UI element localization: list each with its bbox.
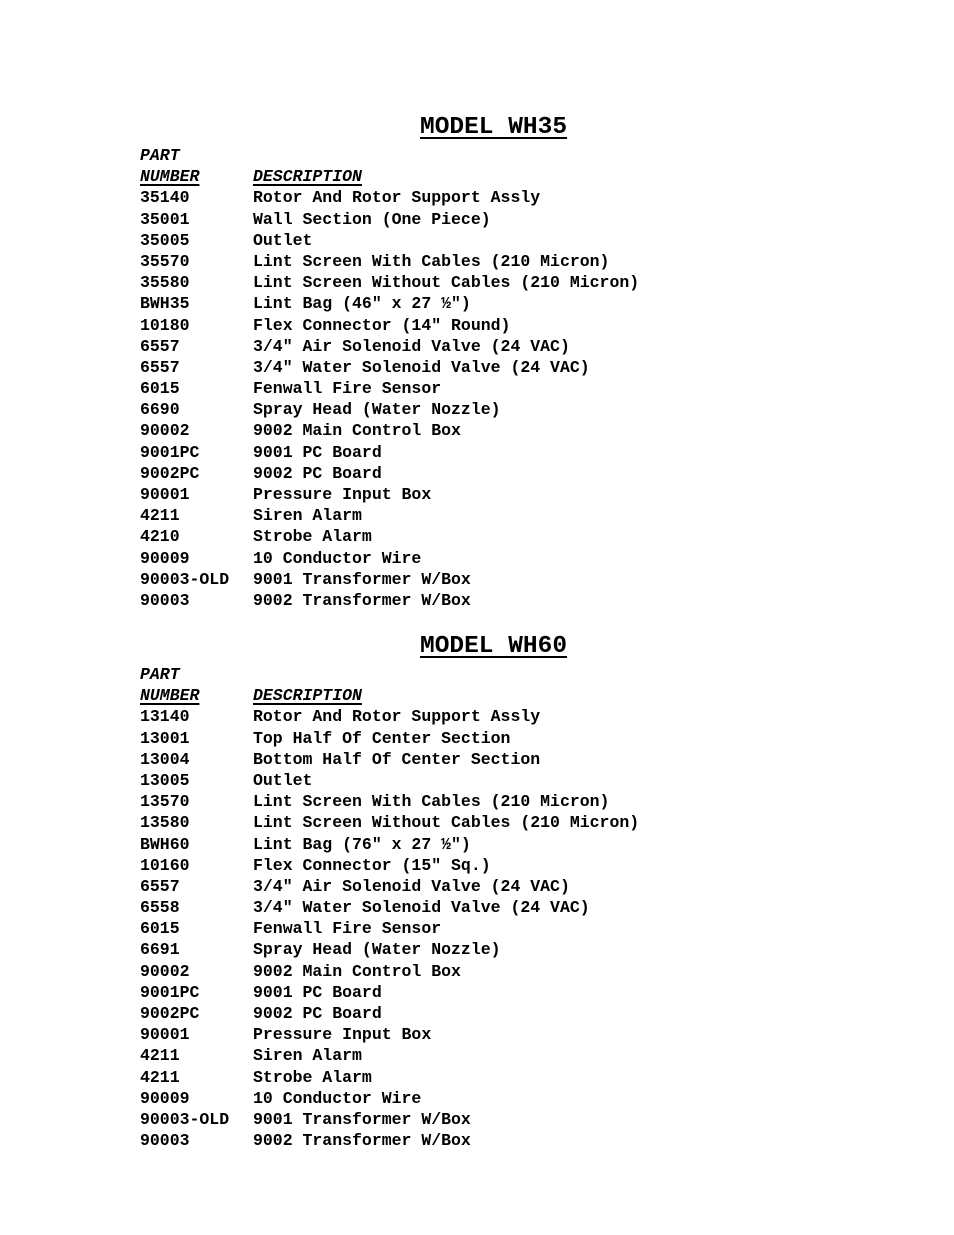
description-cell: Rotor And Rotor Support Assly: [253, 188, 541, 208]
description-cell: Siren Alarm: [253, 1046, 362, 1066]
part-number-cell: 90002: [140, 961, 190, 981]
description-header: DESCRIPTION: [253, 167, 362, 187]
part-number-cell: 35570: [140, 251, 190, 271]
part-header-line1: PART: [140, 146, 180, 165]
table-row: [140, 812, 760, 833]
part-number-cell: 35140: [140, 188, 190, 208]
part-number-cell: 90001: [140, 1025, 190, 1045]
table-row: [140, 770, 760, 791]
parts-table: [140, 706, 760, 1151]
part-number-cell: BWH60: [140, 834, 190, 854]
part-number-cell: 13004: [140, 749, 190, 769]
part-number-cell: BWH35: [140, 294, 190, 314]
part-number-cell: 9001PC: [140, 982, 200, 1002]
description-cell: Bottom Half Of Center Section: [253, 749, 541, 769]
table-row: [140, 1088, 760, 1109]
description-header: DESCRIPTION: [253, 686, 362, 706]
part-number-cell: 6690: [140, 400, 180, 420]
table-row: [140, 399, 760, 420]
table-row: [140, 1045, 760, 1066]
description-cell: 9002 Transformer W/Box: [253, 590, 471, 610]
part-number-cell: 90009: [140, 548, 190, 568]
description-cell: Spray Head (Water Nozzle): [253, 400, 501, 420]
part-number-cell: 6557: [140, 876, 180, 896]
table-row: [140, 590, 760, 611]
part-number-cell: 9002PC: [140, 463, 200, 483]
part-number-cell: 90002: [140, 421, 190, 441]
description-cell: Outlet: [253, 230, 313, 250]
description-cell: Lint Screen With Cables (210 Micron): [253, 792, 610, 812]
description-cell: Lint Bag (46″ x 27 ½″): [253, 294, 471, 314]
part-number-cell: 4211: [140, 506, 180, 526]
table-row: [140, 1024, 760, 1045]
parts-table: [140, 187, 760, 611]
table-row: [140, 251, 760, 272]
part-number-cell: 90003-OLD: [140, 1109, 230, 1129]
description-cell: 9001 PC Board: [253, 442, 382, 462]
model-title: MODEL WH60: [420, 633, 568, 660]
part-number-cell: 13005: [140, 770, 190, 790]
description-cell: Top Half Of Center Section: [253, 728, 511, 748]
table-row: [140, 209, 760, 230]
part-number-cell: 10160: [140, 855, 190, 875]
part-header-line1: PART: [140, 665, 180, 684]
table-row: [140, 548, 760, 569]
part-number-cell: 35580: [140, 273, 190, 293]
description-cell: 3/4″ Air Solenoid Valve (24 VAC): [253, 336, 570, 356]
part-number-cell: 6015: [140, 379, 180, 399]
description-cell: 10 Conductor Wire: [253, 1088, 422, 1108]
table-row: [140, 420, 760, 441]
description-cell: Flex Connector (15″ Sq.): [253, 855, 491, 875]
table-row: [140, 961, 760, 982]
part-number-cell: 35001: [140, 209, 190, 229]
table-row: [140, 484, 760, 505]
table-row: [140, 855, 760, 876]
description-cell: 9002 Transformer W/Box: [253, 1131, 471, 1151]
description-cell: Lint Screen Without Cables (210 Micron): [253, 813, 640, 833]
table-row: [140, 834, 760, 855]
part-number-cell: 35005: [140, 230, 190, 250]
table-row: [140, 706, 760, 727]
part-number-cell: 6015: [140, 919, 180, 939]
part-number-cell: 4211: [140, 1046, 180, 1066]
table-row: [140, 1067, 760, 1088]
description-cell: Siren Alarm: [253, 506, 362, 526]
description-cell: Strobe Alarm: [253, 527, 372, 547]
table-row: [140, 728, 760, 749]
part-number-cell: 90003-OLD: [140, 569, 230, 589]
table-row: [140, 897, 760, 918]
description-cell: 9002 PC Board: [253, 1004, 382, 1023]
model-wh60-section: [140, 632, 760, 1151]
part-number-header: NUMBER: [140, 686, 200, 706]
table-row: [140, 1109, 760, 1130]
description-cell: Outlet: [253, 770, 313, 790]
description-cell: Lint Bag (76″ x 27 ½″): [253, 834, 471, 854]
table-row: [140, 982, 760, 1003]
description-cell: Wall Section (One Piece): [253, 209, 491, 229]
table-row: [140, 272, 760, 293]
description-cell: Flex Connector (14″ Round): [253, 315, 511, 335]
description-cell: Lint Screen Without Cables (210 Micron): [253, 273, 640, 293]
description-cell: Fenwall Fire Sensor: [253, 379, 442, 399]
part-number-cell: 9002PC: [140, 1004, 200, 1023]
table-row: [140, 569, 760, 590]
description-cell: 9001 Transformer W/Box: [253, 569, 471, 589]
table-row: [140, 526, 760, 547]
model-wh35-section: [140, 113, 760, 611]
table-row: [140, 315, 760, 336]
table-row: [140, 1130, 760, 1151]
description-cell: 3/4" Water Solenoid Valve (24 VAC): [253, 898, 590, 918]
table-row: [140, 463, 760, 484]
part-number-cell: 6557: [140, 357, 180, 377]
part-number-cell: 6557: [140, 336, 180, 356]
description-cell: 9001 Transformer W/Box: [253, 1109, 471, 1129]
description-cell: Spray Head (Water Nozzle): [253, 940, 501, 960]
header-line-1: [140, 664, 760, 685]
description-cell: Fenwall Fire Sensor: [253, 919, 442, 939]
header-line-1: [140, 145, 760, 166]
header-line-2: [140, 166, 760, 187]
part-number-cell: 13140: [140, 707, 190, 727]
table-row: [140, 939, 760, 960]
description-cell: Strobe Alarm: [253, 1067, 372, 1087]
part-number-cell: 90009: [140, 1088, 190, 1108]
model-title: MODEL WH35: [420, 114, 568, 141]
part-number-cell: 13001: [140, 728, 190, 748]
table-row: [140, 442, 760, 463]
table-row: [140, 187, 760, 208]
part-number-cell: 4210: [140, 527, 180, 547]
table-row: [140, 876, 760, 897]
description-cell: 9002 Main Control Box: [253, 961, 461, 981]
table-row: [140, 749, 760, 770]
description-cell: Lint Screen With Cables (210 Micron): [253, 251, 610, 271]
table-row: [140, 336, 760, 357]
description-cell: 9001 PC Board: [253, 982, 382, 1002]
table-row: [140, 378, 760, 399]
column-headers: [140, 145, 760, 187]
description-cell: 3/4″ Air Solenoid Valve (24 VAC): [253, 876, 570, 896]
part-number-cell: 13570: [140, 792, 190, 812]
table-row: [140, 293, 760, 314]
part-number-header: NUMBER: [140, 167, 200, 187]
description-cell: 3/4" Water Solenoid Valve (24 VAC): [253, 357, 590, 377]
table-row: [140, 791, 760, 812]
description-cell: 10 Conductor Wire: [253, 548, 422, 568]
table-row: [140, 505, 760, 526]
column-headers: [140, 664, 760, 706]
part-number-cell: 13580: [140, 813, 190, 833]
table-row: [140, 918, 760, 939]
part-number-cell: 6558: [140, 898, 180, 918]
description-cell: 9002 PC Board: [253, 463, 382, 483]
table-row: [140, 230, 760, 251]
part-number-cell: 10180: [140, 315, 190, 335]
description-cell: 9002 Main Control Box: [253, 421, 461, 441]
description-cell: Pressure Input Box: [253, 485, 432, 504]
part-number-cell: 90003: [140, 590, 190, 610]
part-number-cell: 90003: [140, 1131, 190, 1151]
header-line-2: [140, 685, 760, 706]
part-number-cell: 9001PC: [140, 442, 200, 462]
description-cell: Pressure Input Box: [253, 1025, 432, 1045]
part-number-cell: 6691: [140, 940, 180, 960]
part-number-cell: 4211: [140, 1067, 180, 1087]
description-cell: Rotor And Rotor Support Assly: [253, 707, 541, 727]
part-number-cell: 90001: [140, 485, 190, 504]
table-row: [140, 357, 760, 378]
table-row: [140, 1003, 760, 1024]
